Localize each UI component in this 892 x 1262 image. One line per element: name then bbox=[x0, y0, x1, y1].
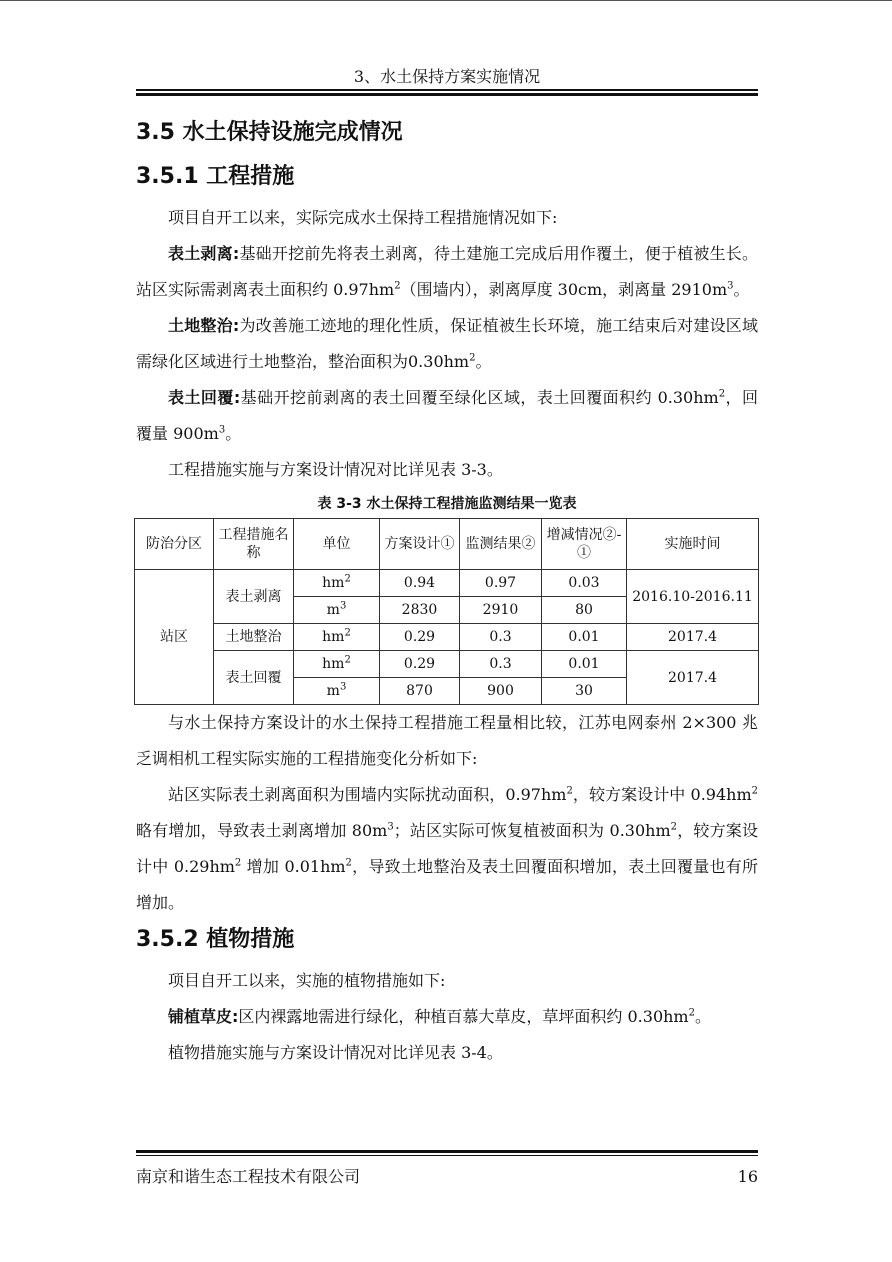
measures-table bbox=[134, 518, 759, 705]
table-header-cell: 实施时间 bbox=[627, 519, 759, 570]
table-header-cell: 增减情况②-① bbox=[542, 519, 627, 570]
table-header-cell: 工程措施名称 bbox=[214, 519, 294, 570]
paragraph-turf-laying: 铺植草皮:区内裸露地需进行绿化，种植百慕大草皮，草坪面积约 $0.30hm^2$。 bbox=[168, 1007, 711, 1026]
design-cell: 0.29 bbox=[380, 651, 460, 678]
term-label: 表土回覆: bbox=[168, 388, 241, 407]
measure-cell: 土地整治 bbox=[214, 624, 294, 651]
unit-cell: $hm^2$ bbox=[294, 651, 380, 678]
subsection-title-engineering: 3.5.1 工程措施 bbox=[136, 164, 295, 189]
monitor-cell: 0.97 bbox=[460, 570, 542, 597]
design-cell: 2830 bbox=[380, 597, 460, 624]
zone-cell: 站区 bbox=[135, 570, 214, 705]
time-cell: 2016.10-2016.11 bbox=[627, 570, 759, 624]
term-label: 铺植草皮: bbox=[168, 1007, 239, 1026]
top-edge-line bbox=[0, 0, 892, 1]
paragraph-intro: 项目自开工以来，实际完成水土保持工程措施情况如下: bbox=[168, 208, 558, 227]
table-header-cell: 方案设计① bbox=[380, 519, 460, 570]
design-cell: 0.94 bbox=[380, 570, 460, 597]
footer-rule-thin bbox=[136, 1155, 758, 1156]
design-cell: 0.29 bbox=[380, 624, 460, 651]
section-title: 3.5 水土保持设施完成情况 bbox=[136, 120, 403, 145]
diff-cell: 0.01 bbox=[542, 624, 627, 651]
table-row bbox=[135, 570, 759, 597]
monitor-cell: 2910 bbox=[460, 597, 542, 624]
unit-cell: $m^3$ bbox=[294, 597, 380, 624]
table-header-cell: 单位 bbox=[294, 519, 380, 570]
design-cell: 870 bbox=[380, 678, 460, 705]
term-label: 土地整治: bbox=[168, 316, 240, 335]
table-caption: 表 3-3 水土保持工程措施监测结果一览表 bbox=[317, 496, 577, 512]
unit-cell: $hm^2$ bbox=[294, 570, 380, 597]
page-content bbox=[136, 114, 758, 1071]
paragraph-comparison: 与水土保持方案设计的水土保持工程措施工程量相比较，江苏电网泰州 2×300 兆乏调相机工程实际实施的工程措施变化分析如下: bbox=[136, 713, 758, 768]
paragraph-table-reference-2: 植物措施实施与方案设计情况对比详见表 3-4。 bbox=[168, 1043, 503, 1062]
paragraph-topsoil-backfill: 表土回覆:基础开挖前剥离的表土回覆至绿化区域，表土回覆面积约 $0.30hm^2$，回覆量 $900m^3$。 bbox=[136, 388, 758, 443]
monitor-cell: 900 bbox=[460, 678, 542, 705]
footer-rule-thick bbox=[136, 1150, 758, 1153]
paragraph-vegetation-intro: 项目自开工以来，实施的植物措施如下: bbox=[168, 971, 446, 990]
diff-cell: 80 bbox=[542, 597, 627, 624]
diff-cell: 0.03 bbox=[542, 570, 627, 597]
paragraph-table-reference: 工程措施实施与方案设计情况对比详见表 3-3。 bbox=[168, 460, 503, 479]
term-label: 表土剥离: bbox=[168, 244, 240, 263]
monitor-cell: 0.3 bbox=[460, 624, 542, 651]
diff-cell: 30 bbox=[542, 678, 627, 705]
page-header: 3、水土保持方案实施情况 bbox=[353, 67, 541, 86]
monitor-cell: 0.3 bbox=[460, 651, 542, 678]
diff-cell: 0.01 bbox=[542, 651, 627, 678]
unit-cell: $hm^2$ bbox=[294, 624, 380, 651]
table-row bbox=[135, 624, 759, 651]
unit-cell: $m^3$ bbox=[294, 678, 380, 705]
page-number: 16 bbox=[737, 1167, 758, 1186]
paragraph-change-analysis: 站区实际表土剥离面积为围墙内实际扰动面积，$0.97hm^2$，较方案设计中 $0.94hm^2$ 略有增加，导致表土剥离增加 $80m^3$；站区实际可恢复植被面积为 $0.30hm^2$，较方案设计中 $0.29hm^2$ 增加 $0.01hm^2$，导致土地整治及表土回覆面积增加，表土回覆量也有所增加。 bbox=[136, 785, 758, 912]
time-cell: 2017.4 bbox=[627, 651, 759, 705]
table-row bbox=[135, 651, 759, 678]
table-header-cell: 监测结果② bbox=[460, 519, 542, 570]
header-rule-thick bbox=[136, 93, 758, 96]
table-header-row bbox=[135, 519, 759, 570]
measure-cell: 表土剥离 bbox=[214, 570, 294, 624]
measure-cell: 表土回覆 bbox=[214, 651, 294, 705]
subsection-title-vegetation: 3.5.2 植物措施 bbox=[136, 927, 295, 952]
time-cell: 2017.4 bbox=[627, 624, 759, 651]
paragraph-topsoil-stripping: 表土剥离:基础开挖前先将表土剥离，待土建施工完成后用作覆土，便于植被生长。站区实际需剥离表土面积约 $0.97hm^2$（围墙内），剥离厚度 30cm，剥离量 $2910m^3$。 bbox=[136, 244, 758, 299]
header-rule-thin bbox=[136, 89, 758, 91]
paragraph-land-rehabilitation: 土地整治:为改善施工迹地的理化性质，保证植被生长环境，施工结束后对建设区域需绿化区域进行土地整治，整治面积为$0.30hm^2$。 bbox=[136, 316, 758, 371]
table-header-cell: 防治分区 bbox=[135, 519, 214, 570]
footer-company: 南京和谐生态工程技术有限公司 bbox=[136, 1167, 361, 1186]
